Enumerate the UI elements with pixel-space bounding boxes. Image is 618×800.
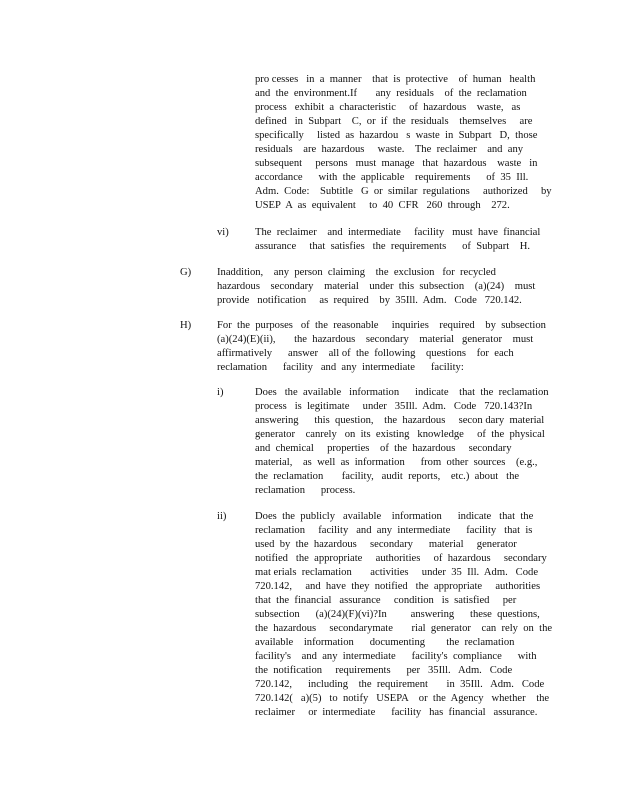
- text-line: notified the appropriate authorities of hazardous secondary: [255, 553, 547, 564]
- item-marker: G): [180, 267, 192, 278]
- text-line: specifically listed as hazardou s waste in Subpart D, those: [255, 130, 538, 141]
- text-line: For the purposes of the reasonable inquiries required by subsection: [217, 320, 546, 331]
- text-line: Adm. Code: Subtitle G or similar regulations authorized by: [255, 186, 552, 197]
- text-line: facility's and any intermediate facility's compliance with: [255, 651, 537, 662]
- text-line: 720.142, and have they notified the appropriate authorities: [255, 581, 541, 592]
- text-line: accordance with the applicable requirements of 35 Ill.: [255, 172, 529, 183]
- text-line: process is legitimate under 35Ill. Adm. Code 720.143?In: [255, 401, 533, 412]
- text-line: reclaimer or intermediate facility has financial assurance.: [255, 707, 538, 718]
- item-marker: i): [217, 387, 224, 398]
- text-line: the notification requirements per 35Ill. Adm. Code: [255, 665, 513, 676]
- text-line: the reclamation facility, audit reports, etc.) about the: [255, 471, 520, 482]
- item-marker: vi): [217, 227, 229, 238]
- text-line: USEP A as equivalent to 40 CFR 260 through 272.: [255, 200, 510, 211]
- text-line: subsection (a)(24)(F)(vi)?In answering these questions,: [255, 609, 540, 620]
- text-line: material, as well as information from other sources (e.g.,: [255, 457, 538, 468]
- text-line: affirmatively answer all of the following questions for each: [217, 348, 514, 359]
- text-line: The reclaimer and intermediate facility must have financial: [255, 227, 541, 238]
- text-line: residuals are hazardous waste. The reclaimer and any: [255, 144, 524, 155]
- text-line: Does the publicly available information indicate that the: [255, 511, 534, 522]
- text-line: answering this question, the hazardous secon dary material: [255, 415, 545, 426]
- item-marker: ii): [217, 511, 227, 522]
- text-line: (a)(24)(E)(ii), the hazardous secondary material generator must: [217, 334, 534, 345]
- text-line: 720.142( a)(5) to notify USEPA or the Agency whether the: [255, 693, 550, 704]
- text-line: Does the available information indicate that the reclamation: [255, 387, 549, 398]
- text-line: generator canrely on its existing knowledge of the physical: [255, 429, 545, 440]
- text-line: and the environment.If any residuals of the reclamation: [255, 88, 527, 99]
- text-line: 720.142, including the requirement in 35Ill. Adm. Code: [255, 679, 545, 690]
- text-line: reclamation process.: [255, 485, 356, 496]
- text-line: that the financial assurance condition is satisfied per: [255, 595, 517, 606]
- text-line: subsequent persons must manage that hazardous waste in: [255, 158, 538, 169]
- text-line: used by the hazardous secondary material generator: [255, 539, 517, 550]
- text-line: reclamation facility and any intermediate facility:: [217, 362, 464, 373]
- text-line: the hazardous secondarymate rial generator can rely on the: [255, 623, 553, 634]
- text-line: process exhibit a characteristic of hazardous waste, as: [255, 102, 521, 113]
- text-line: provide notification as required by 35Ill. Adm. Code 720.142.: [217, 295, 522, 306]
- text-line: reclamation facility and any intermediate facility that is: [255, 525, 533, 536]
- text-line: pro cesses in a manner that is protective of human health: [255, 74, 536, 85]
- text-line: available information documenting the reclamation: [255, 637, 515, 648]
- item-marker: H): [180, 320, 192, 331]
- text-line: Inaddition, any person claiming the exclusion for recycled: [217, 267, 496, 278]
- text-line: assurance that satisfies the requirements of Subpart H.: [255, 241, 531, 252]
- text-line: mat erials reclamation activities under 35 Ill. Adm. Code: [255, 567, 539, 578]
- text-line: hazardous secondary material under this subsection (a)(24) must: [217, 281, 536, 292]
- text-line: and chemical properties of the hazardous secondary: [255, 443, 512, 454]
- text-line: defined in Subpart C, or if the residuals themselves are: [255, 116, 533, 127]
